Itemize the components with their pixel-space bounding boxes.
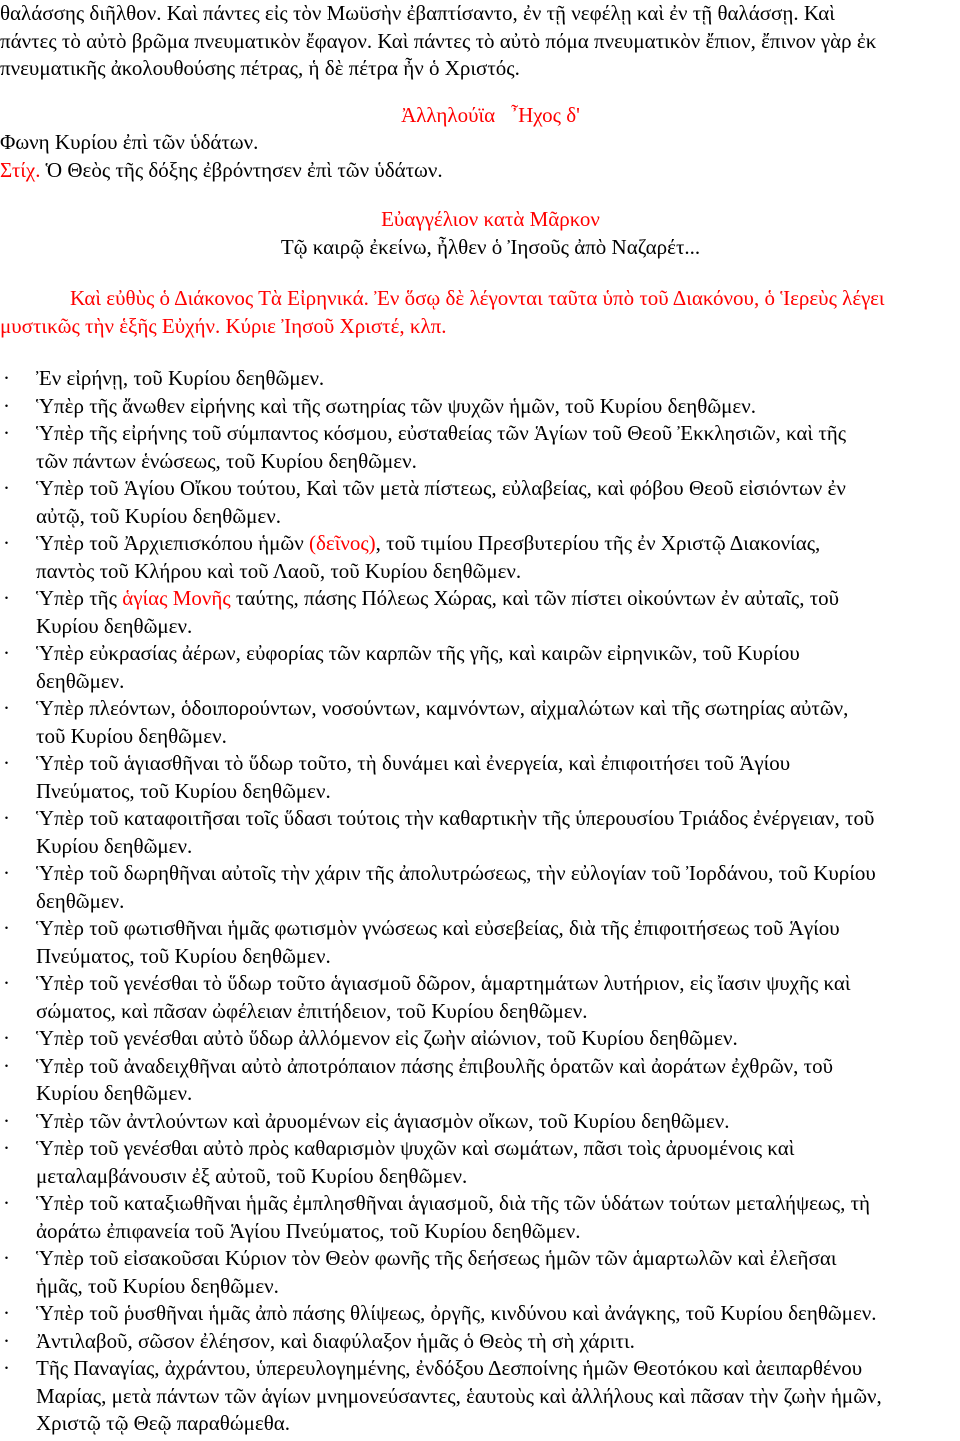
tone-label: ῏Ηχος δ' xyxy=(511,102,580,127)
gospel-title: Εὐαγγέλιον κατὰ Μᾶρκον xyxy=(381,207,600,231)
petition-line xyxy=(36,585,959,613)
bullet-marker: · xyxy=(3,421,10,445)
alleluia-section xyxy=(0,102,959,185)
litany-item xyxy=(0,365,959,393)
bullet-marker: · xyxy=(3,1328,10,1353)
petition-line: Ὑπὲρ τοῦ καταξιωθῆναι ἡμᾶς ἐμπλησθῆναι ἁγιασμοῦ, διὰ τῆς τῶν ὑδάτων τούτων μεταλήψεως, τὴ xyxy=(36,1191,870,1215)
petition-line: Ὑπὲρ τοῦ γενέσθαι αὐτὸ πρὸς καθαρισμὸν ψυχῶν καὶ σωμάτων, πᾶσι τοὶς ἀρυομένοις καὶ xyxy=(36,1136,795,1160)
petition-line: Ὑπὲρ τοῦ φωτισθῆναι ἡμᾶς φωτισμὸν γνώσεως καὶ εὐσεβείας, διὰ τῆς ἐπιφοιτήσεως τοῦ Ἁγίου xyxy=(36,916,840,940)
litany-item xyxy=(0,1300,959,1328)
rubric-highlight: ἁγίας Μονῆς xyxy=(122,586,231,610)
rubric-line: Καὶ εὐθὺς ὁ Διάκονος Τὰ Εἰρηνικά. Ἐν ὅσῳ δὲ λέγονται ταῦτα ὑπὸ τοῦ Διακόνου, ὁ Ἱερεὺς λέγει xyxy=(70,286,885,310)
petition-line: Πνεύματος, τοῦ Κυρίου δεηθῶμεν. xyxy=(36,778,331,803)
bullet-marker: · xyxy=(3,1356,10,1380)
petition-line: Ὑπὲρ τοῦ ἀναδειχθῆναι αὐτὸ ἀποτρόπαιον πάσης ἐπιβουλῆς ὁρατῶν καὶ ἀοράτων ἐχθρῶν, τοῦ xyxy=(36,1053,833,1078)
petition-line: μεταλαμβάνουσιν ἐξ αὐτοῦ, τοῦ Κυρίου δεηθῶμεν. xyxy=(36,1163,468,1188)
petition-line: τῶν πάντων ἑνώσεως, τοῦ Κυρίου δεηθῶμεν. xyxy=(36,448,417,473)
litany-item xyxy=(0,1053,959,1108)
litany-item xyxy=(0,1108,959,1136)
petition-line: Ἐν εἰρήνῃ, τοῦ Κυρίου δεηθῶμεν. xyxy=(36,366,325,390)
bullet-marker: · xyxy=(3,586,10,610)
petition-line: Ὑπὲρ τοῦ γενέσθαι τὸ ὕδωρ τοῦτο ἁγιασμοῦ δῶρον, ἁμαρτημάτων λυτήριον, εἰς ἴασιν ψυχῆς καὶ xyxy=(36,971,851,995)
bullet-marker: · xyxy=(3,971,10,995)
petition-line: Ὑπὲρ πλεόντων, ὁδοιπορούντων, νοσούντων, καμνόντων, αἰχμαλώτων καὶ τῆς σωτηρίας αὐτῶν, xyxy=(36,696,849,720)
stich-text: Ὁ Θεὸς τῆς δόξης ἐβρόντησεν ἐπὶ τῶν ὑδάτων. xyxy=(45,157,443,182)
litany-item xyxy=(0,1355,959,1438)
petition-line: Τῆς Παναγίας, ἀχράντου, ὑπερευλογημένης, ἐνδόξου Δεσποίνης ἡμῶν Θεοτόκου καὶ ἀειπαρθένου xyxy=(36,1356,863,1380)
alleluia-verse: Φωνη Κυρίου ἐπὶ τῶν ὑδάτων. xyxy=(0,130,259,154)
litany-item xyxy=(0,750,959,805)
litany-list xyxy=(0,365,959,1438)
bullet-marker: · xyxy=(3,696,10,720)
petition-line: Κυρίου δεηθῶμεν. xyxy=(36,613,193,638)
petition-line: Μαρίας, μετὰ πάντων τῶν ἁγίων μνημονεύσαντες, ἑαυτοὺς καὶ ἀλλήλους καὶ πᾶσαν τὴν ζωὴν ἡμῶν, xyxy=(36,1383,882,1408)
petition-line: Ὑπὲρ εὐκρασίας ἀέρων, εὐφορίας τῶν καρπῶν τῆς γῆς, καὶ καιρῶν εἰρηνικῶν, τοῦ Κυρίου xyxy=(36,641,800,665)
bullet-marker: · xyxy=(3,1246,10,1270)
petition-line: Κυρίου δεηθῶμεν. xyxy=(36,833,193,858)
litany-item xyxy=(0,530,959,585)
petition-line: Ἀντιλαβοῦ, σῶσον ἐλέησον, καὶ διαφύλαξον ἡμᾶς ὁ Θεὸς τὴ σὴ χάριτι. xyxy=(36,1328,635,1353)
petition-line: Ὑπὲρ τοῦ καταφοιτῆσαι τοῖς ὕδασι τούτοις τὴν καθαρτικὴν τῆς ὑπερουσίου Τριάδος ἐνέργειαν, τοῦ xyxy=(36,806,875,830)
bullet-marker: · xyxy=(3,806,10,830)
petition-line: Ὑπὲρ τῆς ἄνωθεν εἰρήνης καὶ τῆς σωτηρίας τῶν ψυχῶν ἡμῶν, τοῦ Κυρίου δεηθῶμεν. xyxy=(36,393,756,418)
petition-text: , τοῦ τιμίου Πρεσβυτερίου τῆς ἐν Χριστῷ Διακονίας, xyxy=(375,531,821,555)
petition-line: Ὑπὲρ τοῦ γενέσθαι αὐτὸ ὕδωρ ἀλλόμενον εἰς ζωὴν αἰώνιον, τοῦ Κυρίου δεηθῶμεν. xyxy=(36,1026,738,1050)
litany-item xyxy=(0,1328,959,1356)
bullet-marker: · xyxy=(3,1191,10,1215)
petition-line: Ὑπὲρ τῆς εἰρήνης τοῦ σύμπαντος κόσμου, εὐσταθείας τῶν Ἁγίων τοῦ Θεοῦ Ἐκκλησιῶν, καὶ τῆς xyxy=(36,421,847,445)
gospel-incipit: Τῷ καιρῷ ἐκείνω, ἦλθεν ὁ Ἰησοῦς ἀπὸ Ναζαρέτ... xyxy=(280,234,701,259)
petition-line: ἡμᾶς, τοῦ Κυρίου δεηθῶμεν. xyxy=(36,1273,279,1298)
petition-line: Κυρίου δεηθῶμεν. xyxy=(36,1081,193,1105)
bullet-marker: · xyxy=(3,366,10,390)
litany-item xyxy=(0,475,959,530)
bullet-marker: · xyxy=(3,1026,10,1050)
litany-item xyxy=(0,1245,959,1300)
stich-line xyxy=(0,157,959,185)
petition-text: Ὑπὲρ τῆς xyxy=(36,586,123,610)
litany-item xyxy=(0,393,959,421)
petition-line: σώματος, καὶ πᾶσαν ὠφέλειαν ἐπιτήδειον, τοῦ Κυρίου δεηθῶμεν. xyxy=(36,998,588,1023)
bullet-marker: · xyxy=(3,393,10,418)
petition-line: Ὑπὲρ τοῦ εἰσακοῦσαι Κύριον τὸν Θεὸν φωνῆς τῆς δεήσεως ἡμῶν τῶν ἁμαρτωλῶν καὶ ἐλεῆσαι xyxy=(36,1246,837,1270)
petition-line: Ὑπὲρ τοῦ ἁγιασθῆναι τὸ ὕδωρ τοῦτο, τὴ δυνάμει καὶ ἐνεργεία, καὶ ἐπιφοιτήσει τοῦ Ἁγίου xyxy=(36,751,791,775)
litany-item xyxy=(0,1190,959,1245)
petition-line: δεηθῶμεν. xyxy=(36,668,125,693)
petition-line: ἀοράτω ἐπιφανεία τοῦ Ἁγίου Πνεύματος, τοῦ Κυρίου δεηθῶμεν. xyxy=(36,1218,581,1243)
petition-line: Χριστῷ τῷ Θεῷ παραθώμεθα. xyxy=(36,1411,291,1435)
litany-item xyxy=(0,805,959,860)
bullet-marker: · xyxy=(3,916,10,940)
litany-item xyxy=(0,860,959,915)
epistle-ending xyxy=(0,0,959,83)
petition-line: Ὑπὲρ τῶν ἀντλούντων καὶ ἀρυομένων εἰς ἁγιασμὸν οἴκων, τοῦ Κυρίου δεηθῶμεν. xyxy=(36,1108,730,1133)
litany-item xyxy=(0,1135,959,1190)
litany-item xyxy=(0,420,959,475)
bullet-marker: · xyxy=(3,641,10,665)
bullet-marker: · xyxy=(3,1108,10,1133)
petition-line: δεηθῶμεν. xyxy=(36,888,125,913)
petition-line: Ὑπὲρ τοῦ Ἁγίου Οἴκου τούτου, Καὶ τῶν μετὰ πίστεως, εὐλαβείας, καὶ φόβου Θεοῦ εἰσιόντων ἐν xyxy=(36,476,846,500)
petition-line: τοῦ Κυρίου δεηθῶμεν. xyxy=(36,723,227,748)
petition-line: Πνεύματος, τοῦ Κυρίου δεηθῶμεν. xyxy=(36,943,331,968)
bullet-marker: · xyxy=(3,1301,10,1325)
rubric-paragraph xyxy=(0,285,959,340)
alleluia-heading xyxy=(0,102,959,130)
bullet-marker: · xyxy=(3,1136,10,1160)
litany-item xyxy=(0,585,959,640)
petition-text: ταύτης, πάσης Πόλεως Χώρας, καὶ τῶν πίστει οἰκούντων ἐν αὐταῖς, τοῦ xyxy=(230,586,840,610)
petition-line: Ὑπὲρ τοῦ δωρηθῆναι αὐτοῖς τὴν χάριν τῆς ἀπολυτρώσεως, τὴν εὐλογίαν τοῦ Ἰορδάνου, τοῦ Κυρίου xyxy=(36,861,876,885)
bullet-marker: · xyxy=(3,476,10,500)
litany-item xyxy=(0,695,959,750)
petition-line: Ὑπὲρ τοῦ ῥυσθῆναι ἡμᾶς ἀπὸ πάσης θλίψεως, ὀργῆς, κινδύνου καὶ ἀνάγκης, τοῦ Κυρίου δεηθῶμεν. xyxy=(36,1301,877,1325)
petition-line xyxy=(36,530,959,558)
epistle-line: θαλάσσης διῆλθον. Καὶ πάντες εἰς τὸν Μωϋσὴν ἐβαπτίσαντο, ἐν τῇ νεφέλῃ καὶ ἐν τῇ θαλάσσῃ. Καὶ xyxy=(0,1,835,25)
rubric-line: μυστικῶς τὴν ἑξῆς Εὐχήν. Κύριε Ἰησοῦ Χριστέ, κλπ. xyxy=(0,313,447,338)
litany-item xyxy=(0,915,959,970)
bullet-marker: · xyxy=(3,1053,10,1078)
gospel-section xyxy=(0,206,959,261)
petition-line: παντὸς τοῦ Κλήρου καὶ τοῦ Λαοῦ, τοῦ Κυρίου δεηθῶμεν. xyxy=(36,558,522,583)
litany-item xyxy=(0,1025,959,1053)
litany-item xyxy=(0,640,959,695)
epistle-line: πνευματικῆς ἀκολουθούσης πέτρας, ἡ δὲ πέτρα ἦν ὁ Χριστός. xyxy=(0,56,520,80)
epistle-line: πάντες τὸ αὐτὸ βρῶμα πνευματικὸν ἔφαγον. Καὶ πάντες τὸ αὐτὸ πόμα πνευματικὸν ἔπιον, ἔπινον γὰρ ἐκ xyxy=(0,28,877,53)
bullet-marker: · xyxy=(3,751,10,775)
litany-item xyxy=(0,970,959,1025)
alleluia-title: Ἀλληλούϊα xyxy=(401,102,496,127)
rubric-highlight: (δεῖνος) xyxy=(308,531,376,555)
petition-text: Ὑπὲρ τοῦ Ἀρχιεπισκόπου ἡμῶν xyxy=(36,531,309,555)
bullet-marker: · xyxy=(3,531,10,555)
bullet-marker: · xyxy=(3,861,10,885)
stich-label: Στίχ. xyxy=(0,157,41,182)
petition-line: αὐτῷ, τοῦ Κυρίου δεηθῶμεν. xyxy=(36,503,281,528)
